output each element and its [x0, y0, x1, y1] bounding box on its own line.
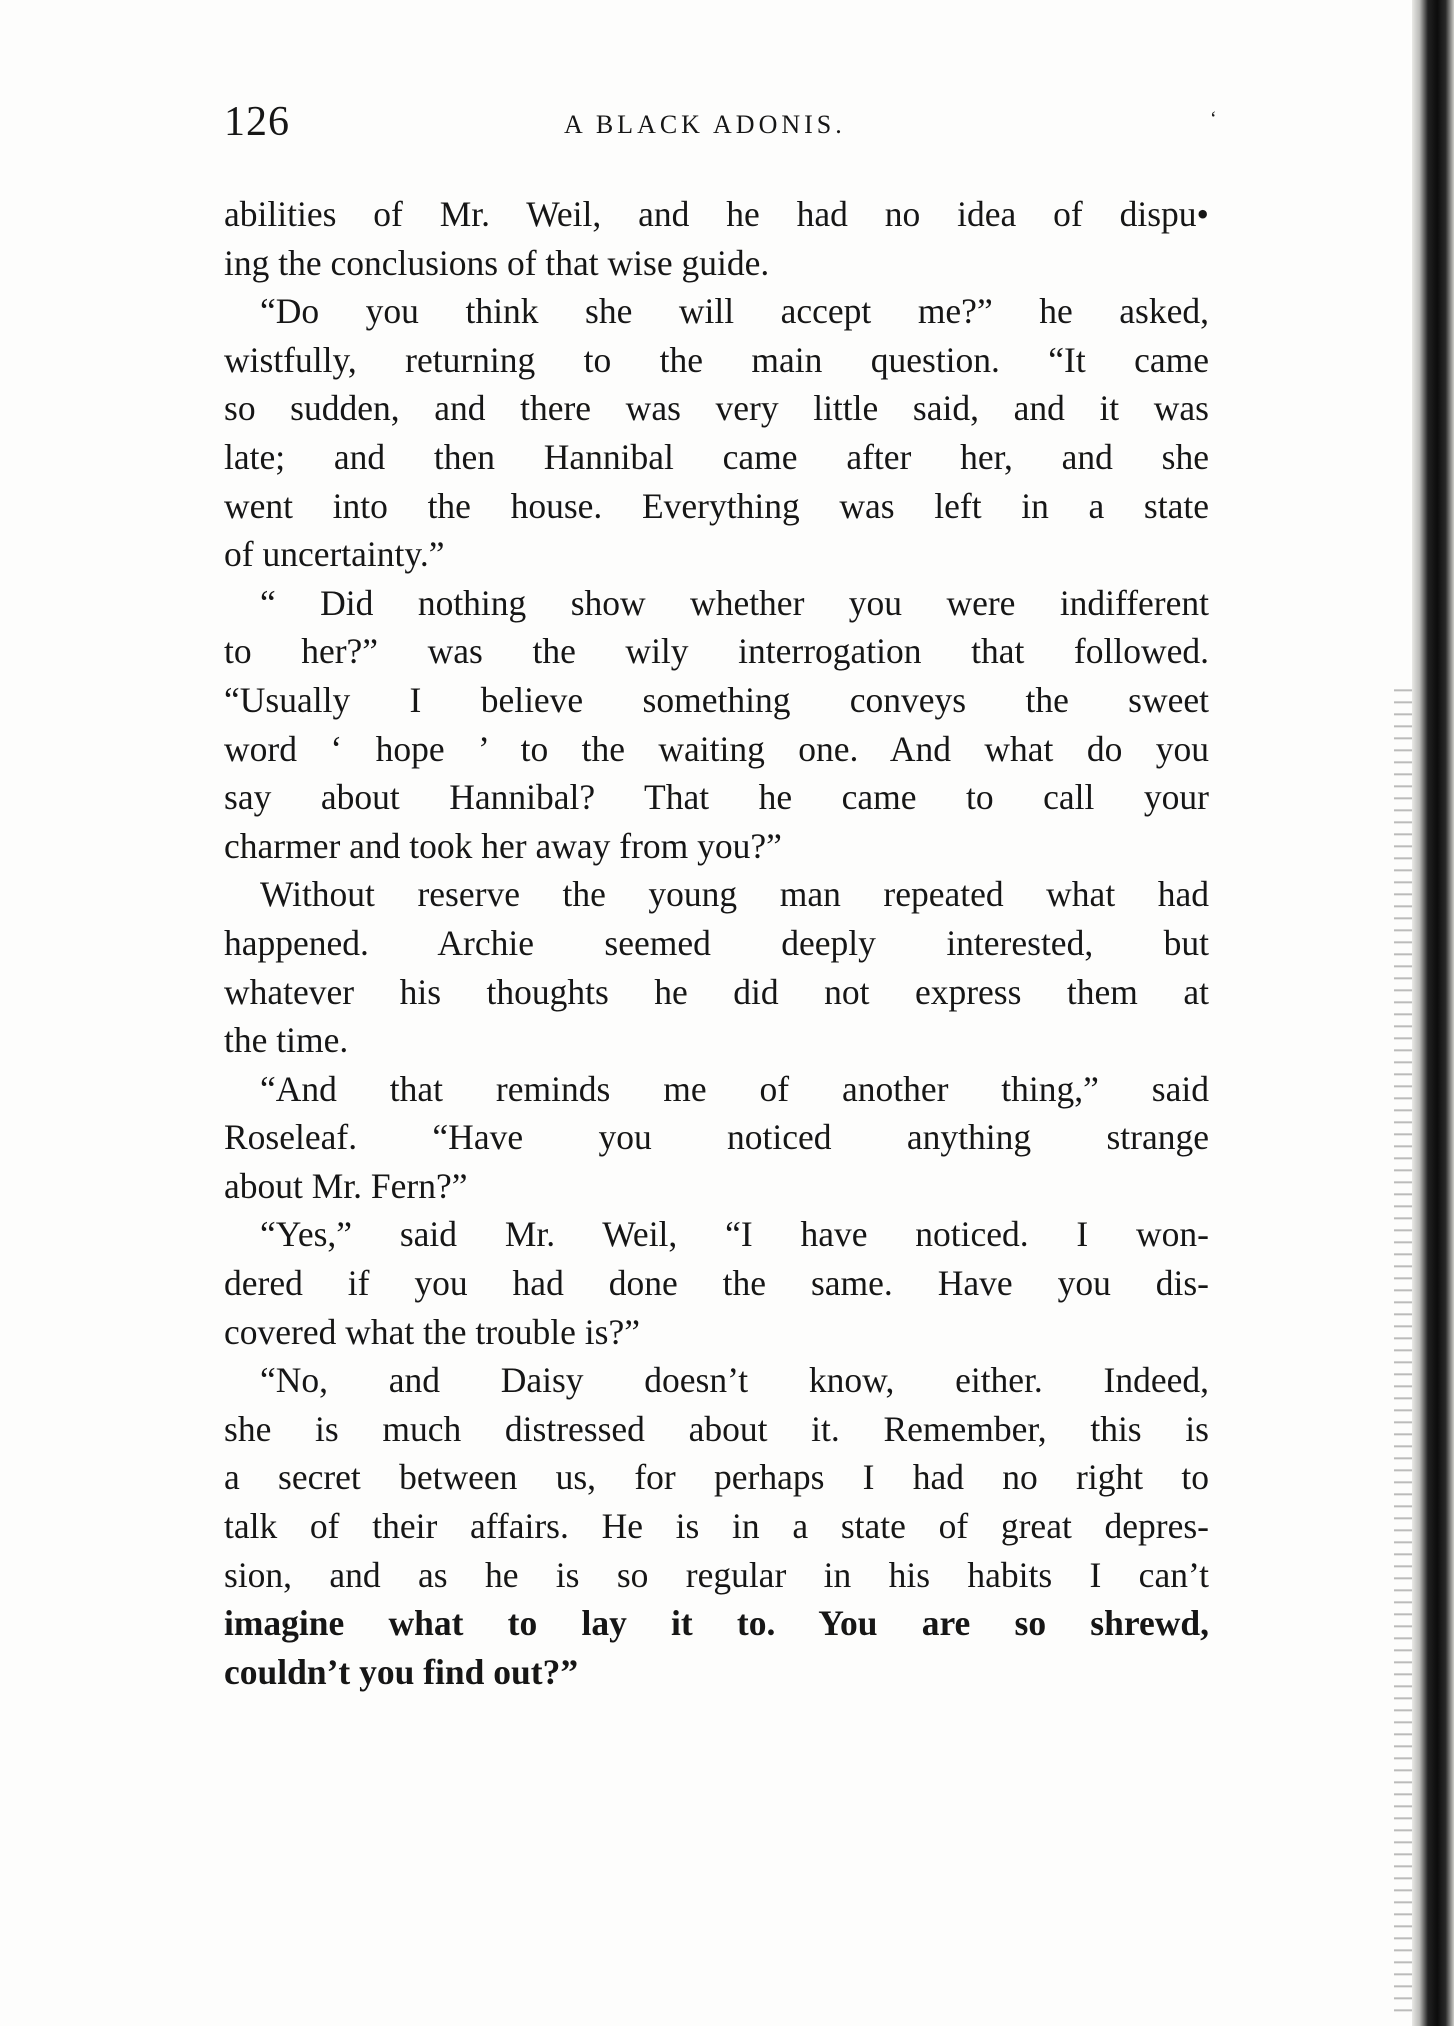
text-line: word ‘ hope ’ to the waiting one. And what do you [224, 728, 1209, 769]
text-line: went into the house. Everything was left in a state [224, 485, 1209, 526]
text-line: covered what the trouble is?” [224, 1311, 640, 1352]
text-line: whatever his thoughts he did not express them at [224, 971, 1209, 1012]
text-line: Without reserve the young man repeated what had [260, 874, 1209, 915]
text-line: happened. Archie seemed deeply interested, but [224, 922, 1209, 963]
text-line: about Mr. Fern?” [224, 1165, 468, 1206]
text-line: so sudden, and there was very little said, and it was [224, 388, 1209, 429]
text-line: couldn’t you find out?” [224, 1651, 579, 1692]
text-line: Roseleaf. “Have you noticed anything strange [224, 1117, 1209, 1158]
page-number: 126 [224, 99, 290, 145]
text-line: she is much distressed about it. Remember, this is [224, 1408, 1209, 1449]
text-line: charmer and took her away from you?” [224, 825, 782, 866]
header-stray-mark: ‘ [1210, 108, 1217, 130]
page-header [224, 98, 1217, 148]
text-line: the time. [224, 1020, 349, 1061]
text-line: late; and then Hannibal came after her, and she [224, 436, 1209, 477]
text-line: wistfully, returning to the main question. “It came [224, 339, 1209, 380]
text-line: “ Did nothing show whether you were indifferent [260, 582, 1209, 623]
text-line: talk of their affairs. He is in a state of great depres- [224, 1506, 1209, 1547]
text-line: imagine what to lay it to. You are so shrewd, [224, 1603, 1209, 1644]
binding-shadow-speckle [1394, 680, 1412, 2020]
text-line: “Usually I believe something conveys the sweet [224, 679, 1209, 720]
text-line: say about Hannibal? That he came to call your [224, 777, 1209, 818]
text-line: abilities of Mr. Weil, and he had no idea of dispu• [224, 194, 1209, 234]
text-line: ing the conclusions of that wise guide. [224, 242, 770, 283]
text-line: “Do you think she will accept me?” he asked, [260, 291, 1209, 332]
body-text [224, 190, 1209, 1696]
text-line: dered if you had done the same. Have you dis- [224, 1263, 1209, 1304]
text-line: of uncertainty.” [224, 534, 445, 575]
binding-gutter [1412, 0, 1454, 2026]
text-line: to her?” was the wily interrogation that followed. [224, 631, 1209, 672]
text-line: “No, and Daisy doesn’t know, either. Indeed, [260, 1360, 1209, 1401]
text-line: a secret between us, for perhaps I had no right to [224, 1457, 1209, 1498]
text-line: “Yes,” said Mr. Weil, “I have noticed. I won- [260, 1214, 1209, 1255]
text-line: “And that reminds me of another thing,” said [260, 1068, 1209, 1109]
text-line: sion, and as he is so regular in his habits I can’t [224, 1554, 1209, 1595]
running-head: A BLACK ADONIS. [564, 110, 846, 139]
